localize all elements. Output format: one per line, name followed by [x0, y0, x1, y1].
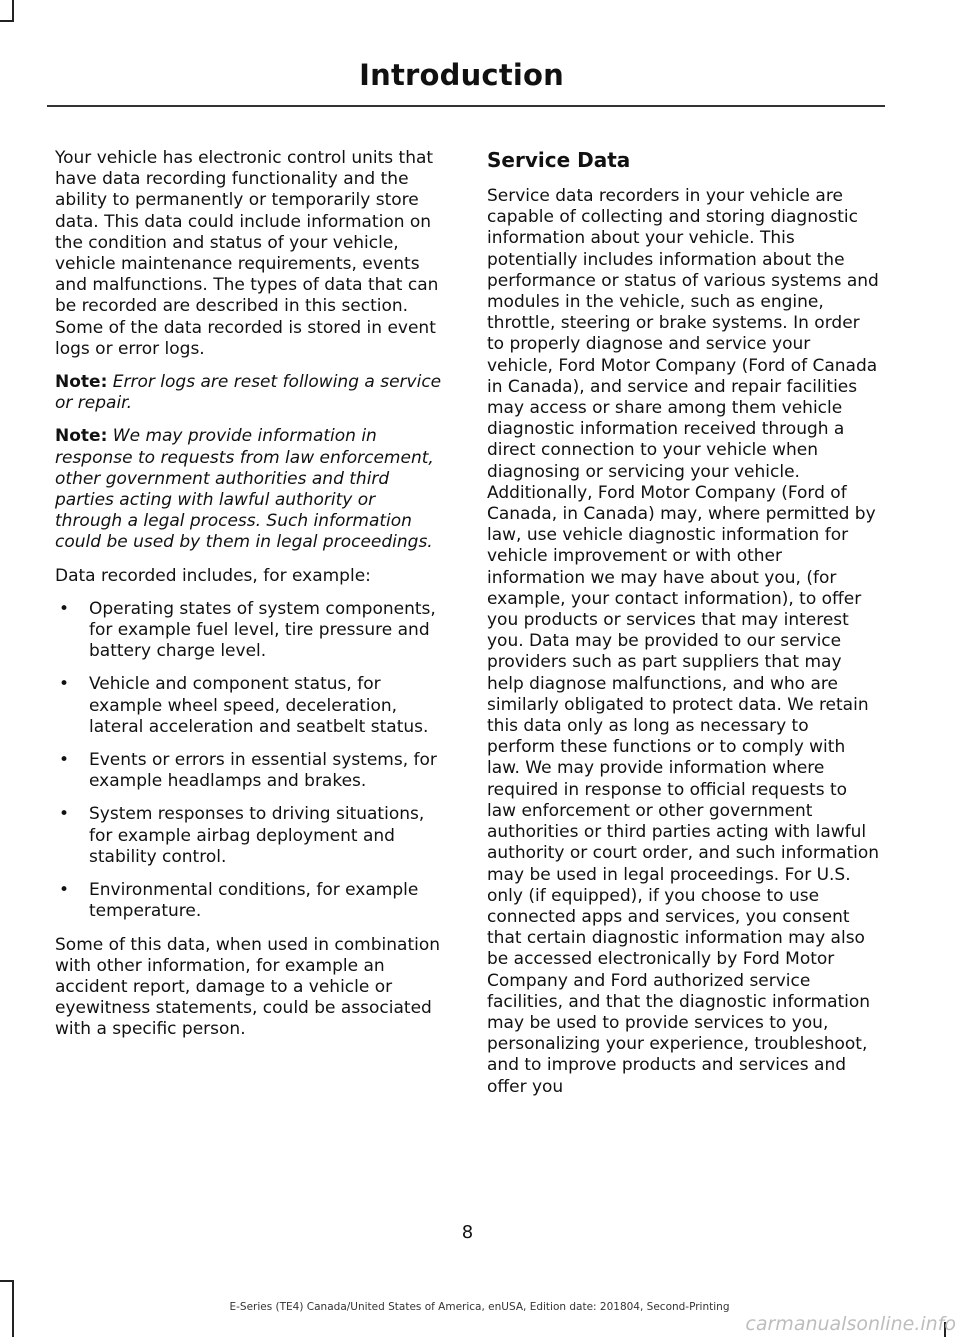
list-item: • Environmental conditions, for example temperature.	[55, 880, 447, 922]
page-title: Introduction	[359, 58, 564, 92]
right-column	[487, 148, 880, 1110]
data-recorded-intro: Data recorded includes, for example:	[55, 565, 371, 586]
left-column	[55, 148, 447, 1053]
list-item: • System responses to driving situations, for example airbag deployment and stability control.	[55, 804, 447, 868]
crop-mark-top-left-vertical	[12, 0, 14, 20]
note-law-enforcement	[55, 426, 447, 553]
note-error-logs	[55, 372, 447, 414]
data-recorded-list	[55, 599, 447, 923]
crop-mark-top-left-horizontal	[0, 20, 14, 22]
closing-paragraph: Some of this data, when used in combination with other information, for example an accident report, damage to a vehicle or eyewitness statements, could be associated with a specific person.	[55, 934, 441, 1040]
footer-edition-info: E-Series (TE4) Canada/United States of America, enUSA, Edition date: 201804, Second-Printing	[229, 1301, 730, 1313]
watermark: carmanualsonline.info	[745, 1313, 956, 1335]
section-heading-service-data: Service Data	[487, 148, 631, 172]
list-item: • Operating states of system components, for example fuel level, tire pressure and battery charge level.	[55, 599, 447, 663]
note-text: Error logs are reset following a service or repair.	[55, 372, 442, 414]
header-divider	[47, 105, 885, 107]
service-data-paragraph: Service data recorders in your vehicle are capable of collecting and storing diagnostic information about your vehicle. This potentially includes information about the performance or status of various systems and modules in the vehicle, such as engine, throttle, steering or brake systems. In order to properly diagnose and service your vehicle, Ford Motor Company (Ford of Canada in Canada), and service and repair facilities may access or share among them vehicle diagnostic information received through a direct connection to your vehicle when diagnosing or servicing your vehicle. Additionally, Ford Motor Company (Ford of Canada, in Canada) may, where permitted by law, use vehicle diagnostic information for vehicle improvement or with other information we may have about you, (for example, your contact information), to offer you products or services that may interest you. Data may be provided to our service providers such as part suppliers that may help diagnose malfunctions, and who are similarly obligated to protect data. We retain this data only as long as necessary to perform these functions or to comply with law. We may provide information where required in response to official requests to law enforcement or other government authorities or third parties acting with lawful authority or court order, and such information may be used in legal proceedings. For U.S. only (if equipped), if you choose to use connected apps and services, you consent that certain diagnostic information may also be accessed electronically by Ford Motor Company and Ford authorized service facilities, and that the diagnostic information may be used to provide services to you, personalizing your experience, troubleshoot, and to improve products and services and offer you	[487, 186, 880, 1097]
list-item: • Vehicle and component status, for example wheel speed, deceleration, lateral acceleration and seatbelt status.	[55, 674, 447, 738]
note-label: Note:	[55, 426, 108, 447]
list-item: • Events or errors in essential systems, for example headlamps and brakes.	[55, 750, 447, 792]
note-label: Note:	[55, 372, 108, 393]
page-number: 8	[461, 1222, 474, 1243]
crop-mark-bottom-left-vertical	[12, 1280, 14, 1337]
intro-paragraph: Your vehicle has electronic control units that have data recording functionality and the ability to permanently or temporarily store data. This data could include information on the condition and status of your vehicle, vehicle maintenance requirements, events and malfunctions. The types of data that can be recorded are described in this section. Some of the data recorded is stored in event logs or error logs.	[55, 148, 439, 359]
crop-mark-bottom-left-horizontal	[0, 1280, 14, 1282]
note-text: We may provide information in response to requests from law enforcement, other government authorities and third parties acting with lawful authority or through a legal process. Such information could be used by them in legal proceedings.	[55, 426, 434, 553]
